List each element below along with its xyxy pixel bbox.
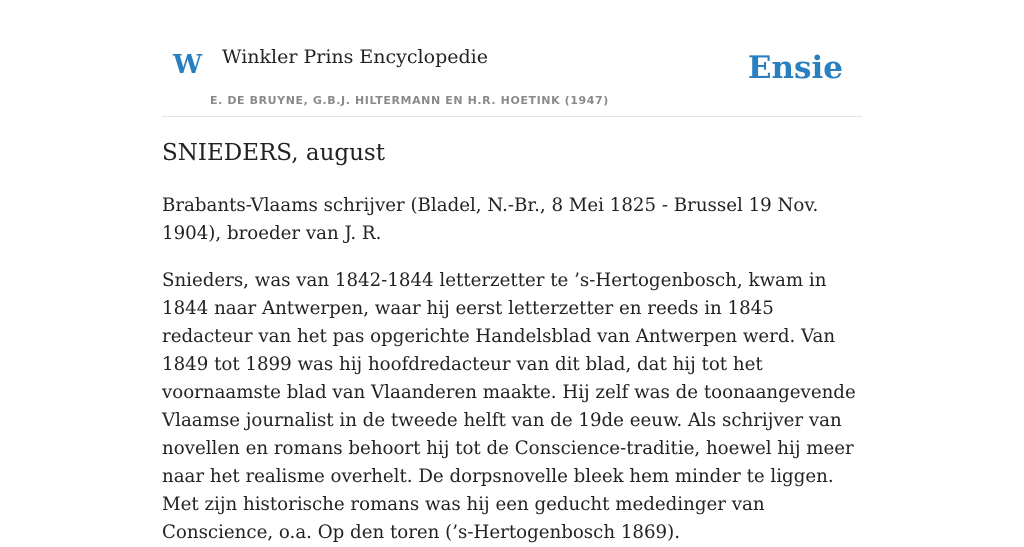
site-header [162, 0, 862, 117]
site-title[interactable]: Winkler Prins Encyclopedie [222, 46, 488, 68]
article-paragraph: Snieders, was van 1842-1844 letterzetter te ’s-Hertogenbosch, kwam in 1844 naar Antwerpen, waar hij eerst letterzetter en reeds in 1845 redacteur van het pas opgerichte Handelsblad van Antwerpen werd. Van 1849 tot 1899 was hij hoofdredacteur van dit blad, dat hij tot het voornaamste blad van Vlaanderen maakte. Hij zelf was de toonaangevende Vlaamse journalist in de tweede helft van de 19de eeuw. Als schrijver van novellen en romans behoort hij tot de Conscience-traditie, hoewel hij meer naar het realisme overhelt. De dorpsnovelle bleek hem minder te liggen. Met zijn historische romans was hij een geducht mededinger van Conscience, o.a. Op den toren (’s-Hertogenbosch 1869). [162, 270, 856, 543]
page [162, 0, 862, 543]
article-paragraph: Brabants-Vlaams schrijver (Bladel, N.-Br., 8 Mei 1825 - Brussel 19 Nov. 1904), broeder van J. R. [162, 195, 819, 244]
winkler-prins-logo[interactable]: W [173, 50, 203, 80]
ensie-brand-logo[interactable]: Ensie [747, 50, 843, 86]
site-subtitle: E. DE BRUYNE, G.B.J. HILTERMANN EN H.R. HOETINK (1947) [210, 94, 609, 107]
article-title: SNIEDERS, august [162, 140, 385, 166]
